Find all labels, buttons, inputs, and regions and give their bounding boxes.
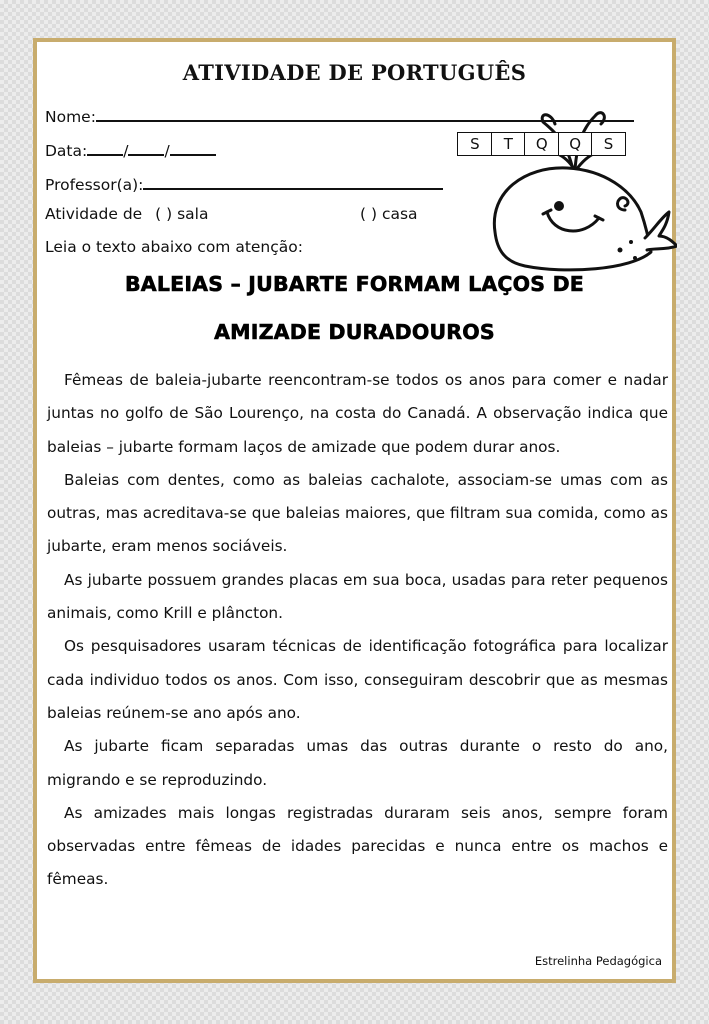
paragraph: As jubarte possuem grandes placas em sua boca, usadas para reter pequenos animais, como Krill e plâncton. — [47, 570, 668, 623]
date-month-line[interactable] — [128, 138, 164, 156]
instruction-text: Leia o texto abaixo com atenção: — [45, 238, 303, 256]
paragraph: Os pesquisadores usaram técnicas de identificação fotográfica para localizar cada individuo todos os anos. Com isso, conseguiram descobrir que as mesmas baleias reúnem-se ano após ano. — [47, 637, 668, 722]
weekday-boxes — [459, 132, 626, 156]
weekday-box[interactable]: Q — [524, 132, 559, 156]
name-label: Nome: — [45, 108, 96, 126]
date-separator: / — [164, 142, 170, 160]
name-line[interactable] — [96, 104, 634, 122]
weekday-box[interactable]: T — [491, 132, 526, 156]
paragraph: As amizades mais longas registradas duraram seis anos, sempre foram observadas entre fêmeas de idades parecidas e nunca entre os machos e fêmeas. — [47, 803, 668, 889]
date-separator: / — [123, 142, 129, 160]
teacher-line[interactable] — [143, 172, 443, 190]
weekday-box[interactable]: S — [457, 132, 492, 156]
reading-text — [47, 364, 668, 897]
casa-option[interactable]: ( ) casa — [360, 205, 418, 223]
text-heading-line1: BALEIAS – JUBARTE FORMAM LAÇOS DE — [124, 272, 585, 296]
date-label: Data: — [45, 142, 88, 160]
paragraph: Baleias com dentes, como as baleias cachalote, associam-se umas com as outras, mas acreditava-se que baleias maiores, que filtram sua comida, como as jubarte, eram menos sociáveis. — [47, 470, 668, 556]
footer-credit: Estrelinha Pedagógica — [534, 954, 662, 968]
teacher-field[interactable] — [45, 172, 443, 194]
activity-label: Atividade de — [45, 205, 143, 223]
worksheet-page — [33, 38, 676, 983]
page-title: ATIVIDADE DE PORTUGUÊS — [182, 60, 527, 85]
activity-type-field — [45, 205, 208, 223]
paragraph: As jubarte ficam separadas umas das outras durante o resto do ano, migrando e se reproduzindo. — [47, 737, 668, 789]
text-heading-line2: AMIZADE DURADOUROS — [214, 320, 495, 344]
name-field[interactable] — [45, 104, 634, 126]
date-year-line[interactable] — [170, 138, 216, 156]
date-field[interactable] — [45, 138, 216, 160]
weekday-box[interactable]: Q — [558, 132, 593, 156]
date-day-line[interactable] — [87, 138, 123, 156]
paragraph: Fêmeas de baleia-jubarte reencontram-se todos os anos para comer e nadar juntas no golfo de São Lourenço, na costa do Canadá. A observação indica que baleias – jubarte formam laços de amizade que podem durar anos. — [47, 371, 668, 456]
teacher-label: Professor(a): — [45, 176, 144, 194]
weekday-box[interactable]: S — [591, 132, 626, 156]
sala-option[interactable]: ( ) sala — [155, 205, 209, 223]
